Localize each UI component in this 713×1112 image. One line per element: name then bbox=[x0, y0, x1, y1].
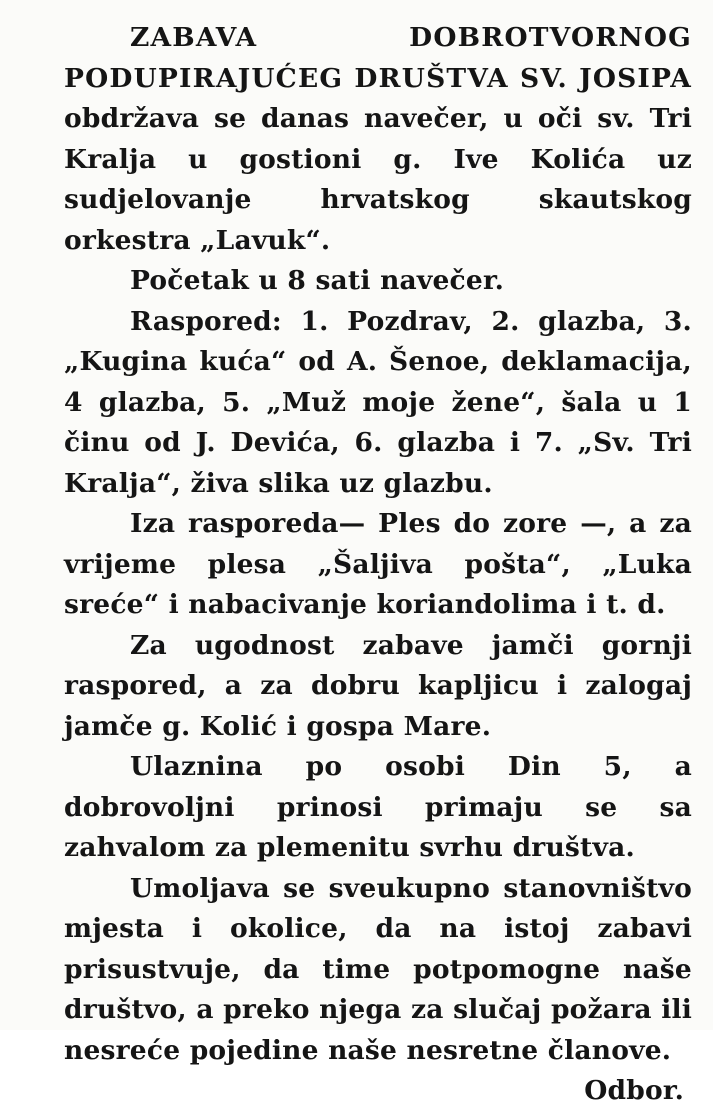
article bbox=[64, 18, 692, 1112]
programme-paragraph: Raspored: 1. Pozdrav, 2. glazba, 3. „Kugina kuća“ od A. Šenoe, deklamacija, 4 glazba, 5. „Muž moje žene“, šala u 1 činu od J. Devića, 6. glazba i 7. „Sv. Tri Kralja“, živa slika uz glazbu. bbox=[64, 305, 692, 499]
signature: Odbor. bbox=[584, 1075, 684, 1106]
hospitality-paragraph: Za ugodnost zabave jamči gornji raspored, a za dobru kapljicu i zalogaj jamče g. Kolić i gospa Mare. bbox=[64, 629, 692, 742]
article-heading: ZABAVA DOBROTVORNOG PODUPIRAJUĆEG DRUŠTVA SV. JOSIPA bbox=[64, 22, 692, 94]
dance-paragraph: Iza rasporeda— Ples do zore —, a za vrijeme plesa „Šaljiva pošta“, „Luka sreće“ i nabacivanje koriandolima i t. d. bbox=[64, 508, 692, 620]
invitation-paragraph bbox=[64, 869, 692, 1106]
start-time-paragraph: Početak u 8 sati navečer. bbox=[130, 265, 505, 296]
intro-paragraph bbox=[64, 18, 692, 261]
paragraph-text: obdržava se danas navečer, u oči sv. Tri Kralja u gostioni g. Ive Kolića uz sudjelovanje hrvatskog skautskog orkestra „Lavuk“. bbox=[64, 103, 692, 256]
admission-paragraph: Ulaznina po osobi Din 5, a dobrovoljni prinosi primaju se sa zahvalom za plemenitu svrhu društva. bbox=[64, 751, 692, 863]
paragraph-text: Umoljava se sveukupno stanovništvo mjesta i okolice, da na istoj zabavi prisustvuje, da time potpomogne naše društvo, a preko njega za slučaj požara ili nesreće pojedine naše nesretne članove. bbox=[64, 872, 692, 1066]
